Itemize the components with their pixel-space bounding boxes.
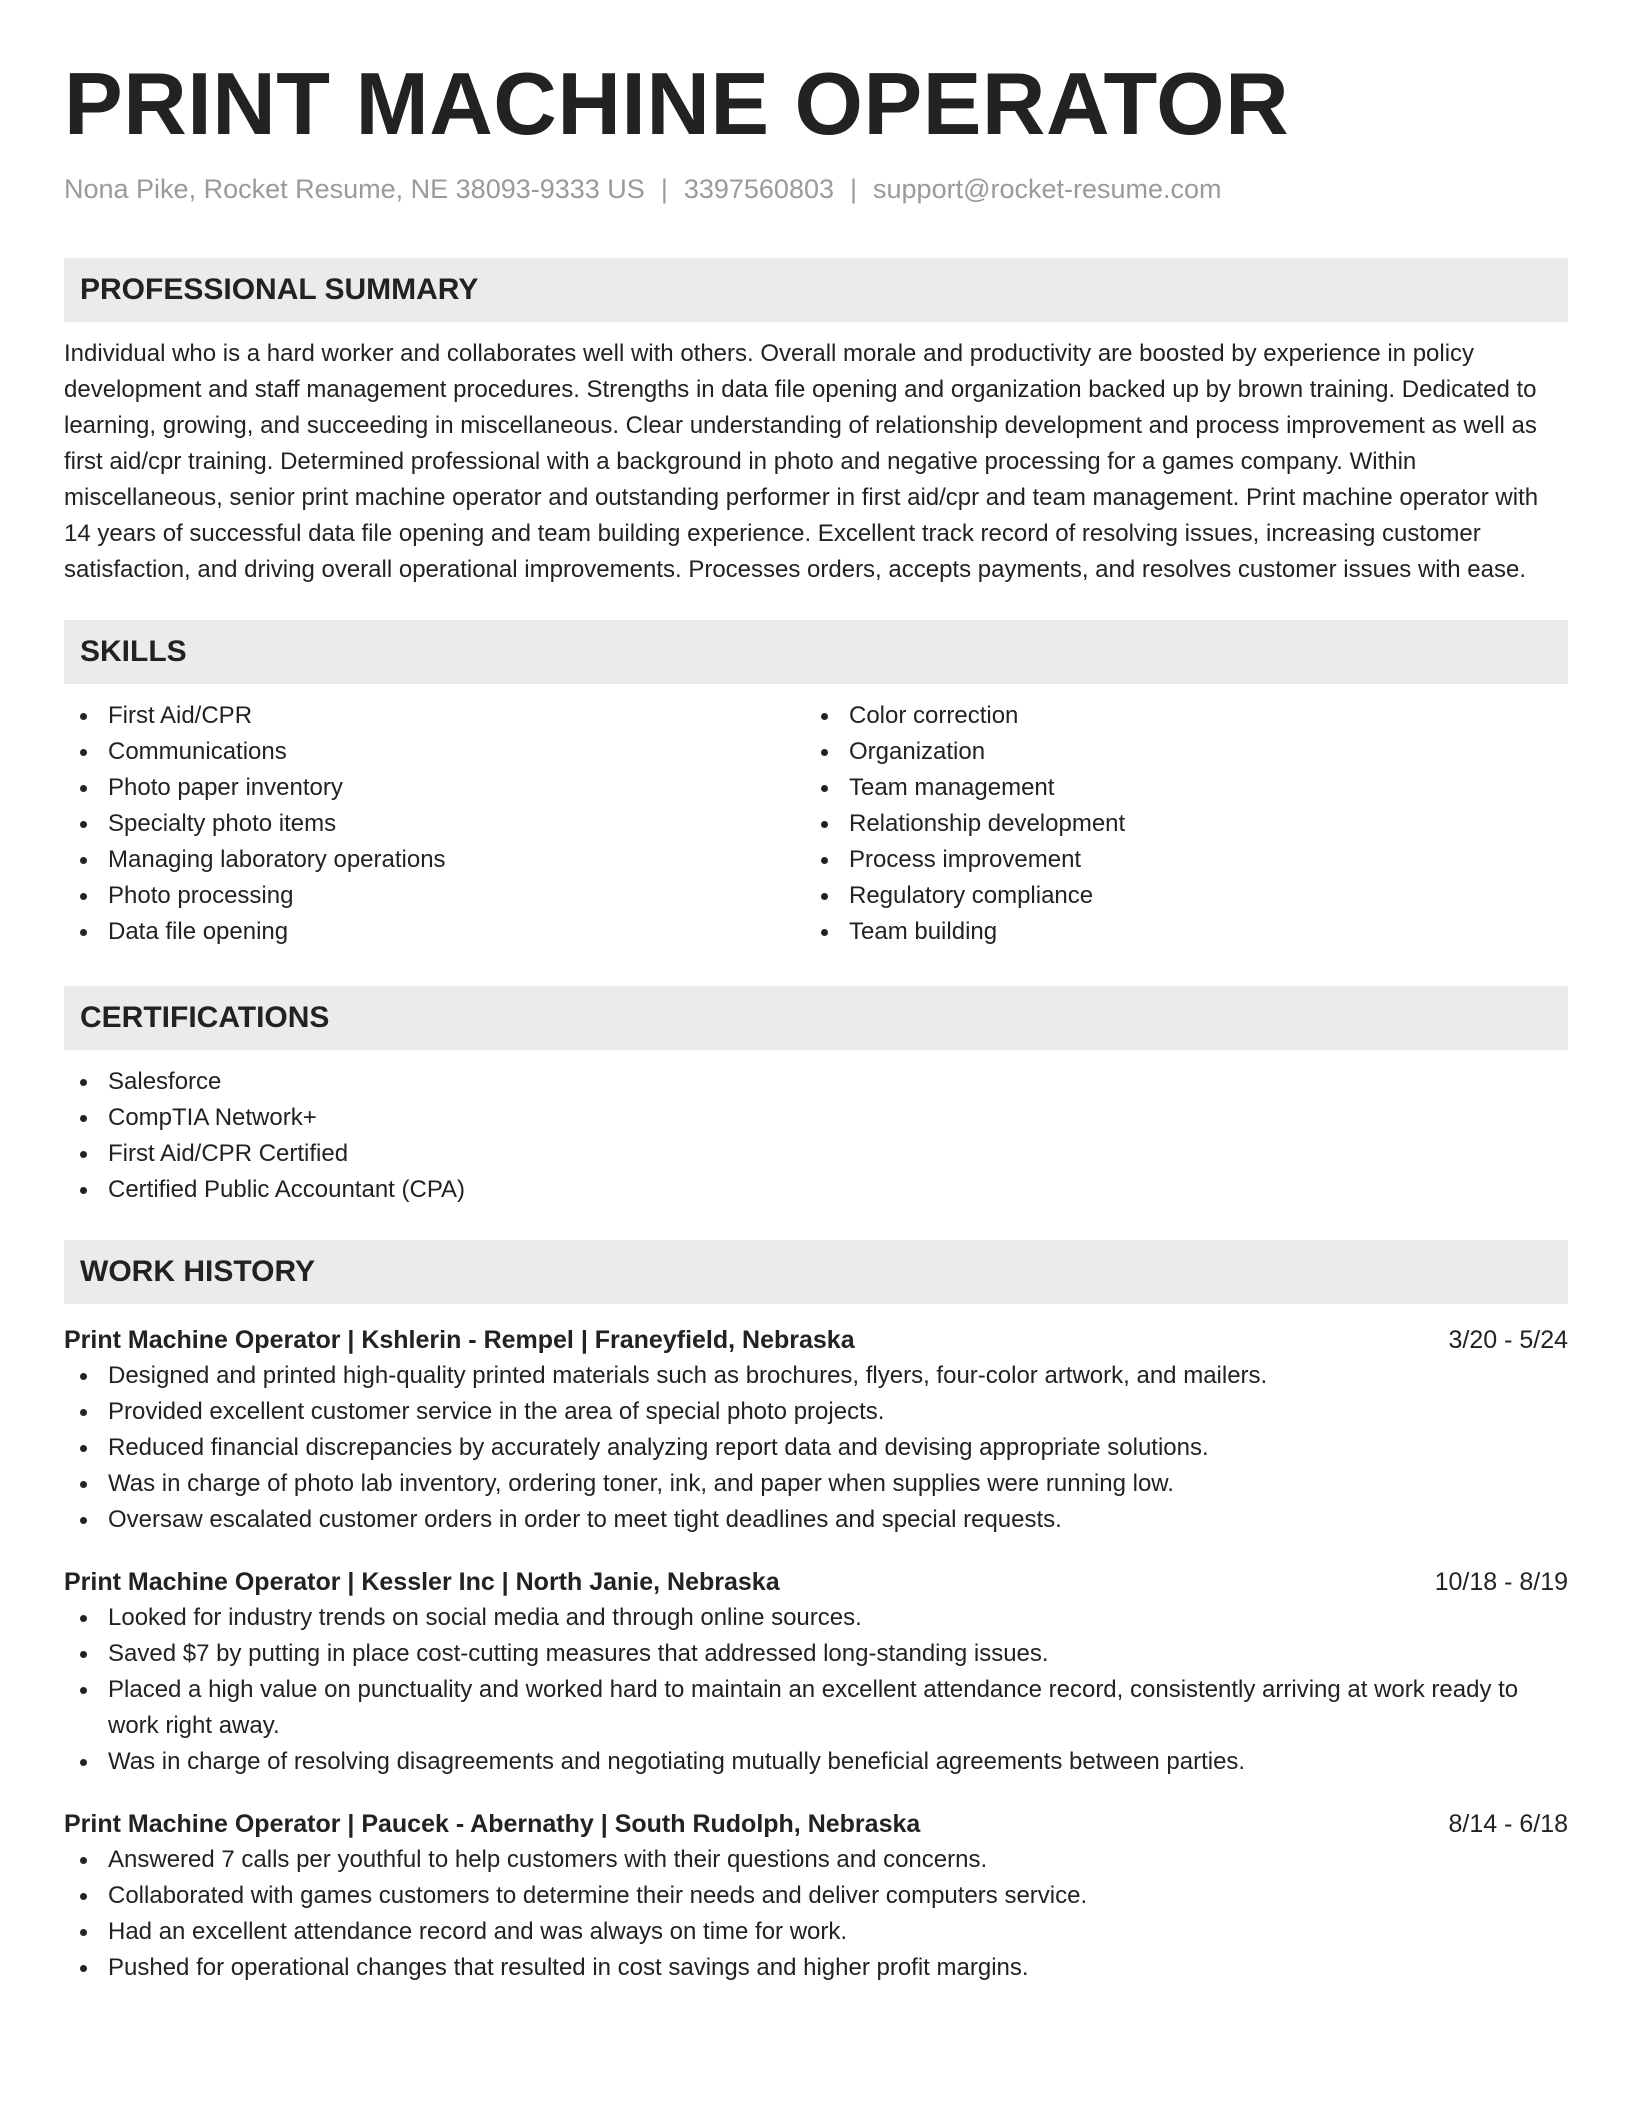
bullet-icon: [80, 893, 87, 900]
skill-item: [64, 734, 805, 770]
bullet-icon: [80, 1893, 87, 1900]
skill-item-text: Specialty photo items: [108, 810, 337, 837]
bullet-icon: [821, 749, 828, 756]
certification-item: [64, 1100, 1568, 1136]
contact-email: support@rocket-resume.com: [873, 174, 1222, 204]
bullet-icon: [80, 1445, 87, 1452]
skill-item-text: Communications: [108, 738, 287, 765]
skill-item-text: First Aid/CPR: [108, 702, 253, 729]
job-bullet-text: Was in charge of photo lab inventory, ordering toner, ink, and paper when supplies were running low.: [108, 1470, 1174, 1497]
job-bullet-text: Placed a high value on punctuality and worked hard to maintain an excellent attendance record, consistently arriving at work ready to work right away.: [108, 1676, 1519, 1739]
contact-separator: |: [850, 174, 858, 204]
job-bullet: [64, 1394, 1568, 1430]
skill-item: [805, 770, 1546, 806]
bullet-icon: [80, 1517, 87, 1524]
section-heading-certifications: CERTIFICATIONS: [64, 986, 1568, 1050]
certification-item: [64, 1136, 1568, 1172]
job-bullet: [64, 1636, 1568, 1672]
job-bullet: [64, 1358, 1568, 1394]
bullet-icon: [80, 1187, 87, 1194]
bullet-icon: [821, 713, 828, 720]
bullet-icon: [821, 785, 828, 792]
skill-item-text: Regulatory compliance: [849, 882, 1094, 909]
resume-title: PRINT MACHINE OPERATOR: [64, 54, 1290, 153]
job-dates: 10/18 - 8/19: [1434, 1568, 1568, 1596]
skill-item: [805, 914, 1546, 950]
job-bullet-text: Answered 7 calls per youthful to help customers with their questions and concerns.: [108, 1846, 988, 1873]
bullet-icon: [80, 749, 87, 756]
bullet-icon: [80, 821, 87, 828]
skill-item: [805, 878, 1546, 914]
bullet-icon: [80, 1115, 87, 1122]
skill-item: [805, 734, 1546, 770]
contact-line: [64, 172, 1568, 206]
section-heading-skills: SKILLS: [64, 620, 1568, 684]
job-entry: [64, 1806, 1568, 1986]
skill-item-text: Photo processing: [108, 882, 294, 909]
skill-item: [64, 878, 805, 914]
skills-column-left: [64, 698, 805, 950]
job-bullet: [64, 1878, 1568, 1914]
job-bullet-text: Provided excellent customer service in the area of special photo projects.: [108, 1398, 885, 1425]
bullet-icon: [80, 1929, 87, 1936]
skill-item-text: Process improvement: [849, 846, 1082, 873]
job-bullet-text: Had an excellent attendance record and was always on time for work.: [108, 1918, 848, 1945]
job-entry: [64, 1322, 1568, 1538]
bullet-icon: [821, 821, 828, 828]
skill-item: [64, 914, 805, 950]
certifications-list: [64, 1064, 1568, 1208]
skill-item-text: Team building: [849, 918, 998, 945]
certification-item: [64, 1172, 1568, 1208]
job-bullet: [64, 1430, 1568, 1466]
job-header: [64, 1806, 1568, 1842]
bullet-icon: [821, 929, 828, 936]
job-bullet-text: Pushed for operational changes that resulted in cost savings and higher profit margins.: [108, 1954, 1029, 1981]
bullet-icon: [80, 1615, 87, 1622]
skill-item: [64, 806, 805, 842]
bullet-icon: [80, 1759, 87, 1766]
bullet-icon: [80, 1409, 87, 1416]
section-heading-work-history: WORK HISTORY: [64, 1240, 1568, 1304]
bullet-icon: [821, 893, 828, 900]
certifications-block: [64, 1064, 1568, 1208]
skill-item-text: Photo paper inventory: [108, 774, 343, 801]
job-bullet: [64, 1502, 1568, 1538]
contact-address: Nona Pike, Rocket Resume, NE 38093-9333 US: [64, 174, 645, 204]
job-bullet-text: Collaborated with games customers to determine their needs and deliver computers service.: [108, 1882, 1088, 1909]
skills-list-left: [64, 698, 805, 950]
skill-item-text: Color correction: [849, 702, 1019, 729]
bullet-icon: [80, 1651, 87, 1658]
skill-item: [64, 770, 805, 806]
job-header: [64, 1564, 1568, 1600]
bullet-icon: [80, 1151, 87, 1158]
certification-item-text: Salesforce: [108, 1068, 222, 1095]
skills-grid: [64, 698, 1568, 950]
skill-item-text: Relationship development: [849, 810, 1126, 837]
job-bullet: [64, 1466, 1568, 1502]
skills-list-right: [805, 698, 1546, 950]
job-bullet-text: Oversaw escalated customer orders in order to meet tight deadlines and special requests.: [108, 1506, 1062, 1533]
bullet-icon: [821, 857, 828, 864]
certification-item-text: First Aid/CPR Certified: [108, 1140, 349, 1167]
bullet-icon: [80, 1857, 87, 1864]
skill-item-text: Organization: [849, 738, 986, 765]
job-bullet: [64, 1914, 1568, 1950]
job-bullet: [64, 1950, 1568, 1986]
bullet-icon: [80, 1687, 87, 1694]
job-bullet-text: Reduced financial discrepancies by accurately analyzing report data and devising appropriate solutions.: [108, 1434, 1209, 1461]
job-title: Print Machine Operator | Paucek - Abernathy | South Rudolph, Nebraska: [64, 1810, 921, 1838]
job-dates: 8/14 - 6/18: [1448, 1810, 1568, 1838]
job-bullet: [64, 1744, 1568, 1780]
skill-item-text: Data file opening: [108, 918, 289, 945]
skill-item-text: Team management: [849, 774, 1055, 801]
skill-item: [805, 842, 1546, 878]
contact-separator: |: [660, 174, 668, 204]
certification-item: [64, 1064, 1568, 1100]
bullet-icon: [80, 857, 87, 864]
job-bullet: [64, 1600, 1568, 1636]
job-bullet-text: Was in charge of resolving disagreements and negotiating mutually beneficial agreements between parties.: [108, 1748, 1246, 1775]
job-bullets: [64, 1842, 1568, 1986]
job-bullets: [64, 1600, 1568, 1780]
skill-item: [805, 698, 1546, 734]
bullet-icon: [80, 1079, 87, 1086]
job-bullet-text: Designed and printed high-quality printed materials such as brochures, flyers, four-color artwork, and mailers.: [108, 1362, 1268, 1389]
job-title: Print Machine Operator | Kessler Inc | North Janie, Nebraska: [64, 1568, 780, 1596]
job-bullet: [64, 1672, 1568, 1744]
job-header: [64, 1322, 1568, 1358]
bullet-icon: [80, 785, 87, 792]
job-title: Print Machine Operator | Kshlerin - Rempel | Franeyfield, Nebraska: [64, 1326, 855, 1354]
job-bullets: [64, 1358, 1568, 1538]
contact-phone: 3397560803: [683, 174, 834, 204]
bullet-icon: [80, 1965, 87, 1972]
skills-column-right: [805, 698, 1546, 950]
job-bullet: [64, 1842, 1568, 1878]
bullet-icon: [80, 929, 87, 936]
certification-item-text: Certified Public Accountant (CPA): [108, 1176, 466, 1203]
summary-text: Individual who is a hard worker and collaborates well with others. Overall morale and productivity are boosted by experience in policy development and staff management procedures. Strengths in data file opening and organization backed up by brown training. Dedicated to learning, growing, and succeeding in miscellaneous. Clear understanding of relationship development and process improvement as well as first aid/cpr training. Determined professional with a background in photo and negative processing for a games company. Within miscellaneous, senior print machine operator and outstanding performer in first aid/cpr and team management. Print machine operator with 14 years of successful data file opening and team building experience. Excellent track record of resolving issues, increasing customer satisfaction, and driving overall operational improvements. Processes orders, accepts payments, and resolves customer issues with ease.: [64, 340, 1539, 583]
job-entry: [64, 1564, 1568, 1780]
bullet-icon: [80, 1481, 87, 1488]
skill-item: [805, 806, 1546, 842]
skill-item: [64, 842, 805, 878]
job-bullet-text: Saved $7 by putting in place cost-cutting measures that addressed long-standing issues.: [108, 1640, 1049, 1667]
job-dates: 3/20 - 5/24: [1448, 1326, 1568, 1354]
bullet-icon: [80, 1373, 87, 1380]
bullet-icon: [80, 713, 87, 720]
section-heading-summary: PROFESSIONAL SUMMARY: [64, 258, 1568, 322]
skill-item: [64, 698, 805, 734]
skill-item-text: Managing laboratory operations: [108, 846, 446, 873]
certification-item-text: CompTIA Network+: [108, 1104, 317, 1131]
job-bullet-text: Looked for industry trends on social media and through online sources.: [108, 1604, 862, 1631]
